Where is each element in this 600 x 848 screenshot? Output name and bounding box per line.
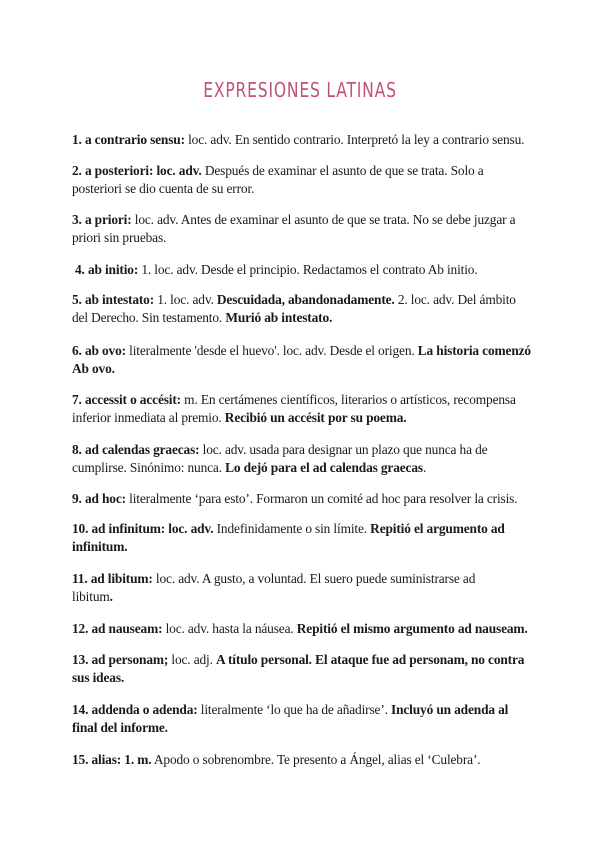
entry-definition: loc. adv. En sentido contrario. Interpretó la ley a contrario sensu. xyxy=(184,132,525,147)
entry-definition: m. En certámenes científicos, literarios o artísticos, recompensa inferior inmediata al premio. xyxy=(72,392,516,425)
entry-definition: literalmente ‘para esto’. Formaron un comité ad hoc para resolver la crisis. xyxy=(125,491,518,506)
entry-1 xyxy=(72,131,532,149)
entry-term: 10. ad infinitum: loc. adv. xyxy=(72,521,214,536)
entry-definition: 1. loc. adv. xyxy=(154,292,217,307)
entry-term: 14. addenda o adenda: xyxy=(72,702,198,717)
entry-term: 2. a posteriori: loc. adv. xyxy=(72,163,202,178)
entry-example: Repitió el argumento ad infinitum. xyxy=(72,521,505,554)
page-title: EXPRESIONES LATINAS xyxy=(203,78,397,102)
entry-5 xyxy=(72,291,532,327)
entry-example: Repitió el mismo argumento ad nauseam. xyxy=(296,621,528,636)
entry-14 xyxy=(72,701,532,737)
entry-15 xyxy=(72,751,532,769)
entry-example: A título personal. El ataque fue ad personam, no contra sus ideas. xyxy=(72,652,525,685)
entry-definition: literalmente ‘lo que ha de añadirse’. xyxy=(197,702,392,717)
entry-8 xyxy=(72,441,532,477)
entry-example: Murió ab intestato. xyxy=(225,310,333,325)
entry-term: 15. alias: 1. m. xyxy=(72,752,152,767)
entry-definition: loc. adv. usada para designar un plazo que nunca ha de cumplirse. Sinónimo: nunca. xyxy=(72,442,488,475)
entry-example: Recibió un accésit por su poema. xyxy=(224,410,407,425)
entry-definition: loc. adv. hasta la náusea. xyxy=(162,621,297,636)
entry-definition: 1. loc. adv. Desde el principio. Redactamos el contrato Ab initio. xyxy=(138,262,478,277)
entry-6 xyxy=(72,342,532,378)
entry-example: . xyxy=(109,589,113,604)
entry-term: 7. accessit o accésit: xyxy=(72,392,181,407)
entry-3 xyxy=(72,211,532,247)
entry-definition: Indefinidamente o sin límite. xyxy=(213,521,371,536)
entry-definition: . xyxy=(422,460,427,475)
entry-11 xyxy=(72,570,492,606)
entry-term: 3. a priori: xyxy=(72,212,132,227)
entry-10 xyxy=(72,520,532,556)
entry-example: Incluyó un adenda al final del informe. xyxy=(72,702,509,735)
entry-definition: 2. loc. adv. Del ámbito del Derecho. Sin testamento. xyxy=(72,292,516,325)
entry-definition: loc. adj. xyxy=(168,652,216,667)
entry-2 xyxy=(72,162,532,198)
entry-term: 6. ab ovo: xyxy=(72,343,126,358)
entry-example: La historia comenzó Ab ovo. xyxy=(72,343,531,376)
entry-term: 8. ad calendas graecas: xyxy=(72,442,200,457)
entry-definition: Después de examinar el asunto de que se trata. Solo a posteriori se dio cuenta de su error. xyxy=(72,163,484,196)
entry-definition: loc. adv. Antes de examinar el asunto de que se trata. No se debe juzgar a priori sin pruebas. xyxy=(72,212,516,245)
entry-term: 5. ab intestato: xyxy=(72,292,155,307)
entry-13 xyxy=(72,651,532,687)
entry-term: 13. ad personam; xyxy=(72,652,169,667)
entry-definition: loc. adv. A gusto, a voluntad. El suero puede suministrarse ad libitum xyxy=(72,571,476,604)
entry-4 xyxy=(75,261,535,279)
entry-example: Descuidada, abandonadamente. xyxy=(216,292,395,307)
entry-example: Lo dejó para el ad calendas graecas xyxy=(225,460,423,475)
entry-definition: Apodo o sobrenombre. Te presento a Ángel, alias el ‘Culebra’. xyxy=(151,752,481,767)
entry-12 xyxy=(72,620,532,638)
entry-term: 1. a contrario sensu: xyxy=(72,132,185,147)
entry-term: 12. ad nauseam: xyxy=(72,621,163,636)
entry-term: 9. ad hoc: xyxy=(72,491,126,506)
entry-9 xyxy=(72,490,532,508)
entry-7 xyxy=(72,391,532,427)
entry-term: 4. ab initio: xyxy=(75,262,139,277)
entry-definition: literalmente 'desde el huevo'. loc. adv. Desde el origen. xyxy=(125,343,418,358)
entry-term: 11. ad libitum: xyxy=(72,571,153,586)
